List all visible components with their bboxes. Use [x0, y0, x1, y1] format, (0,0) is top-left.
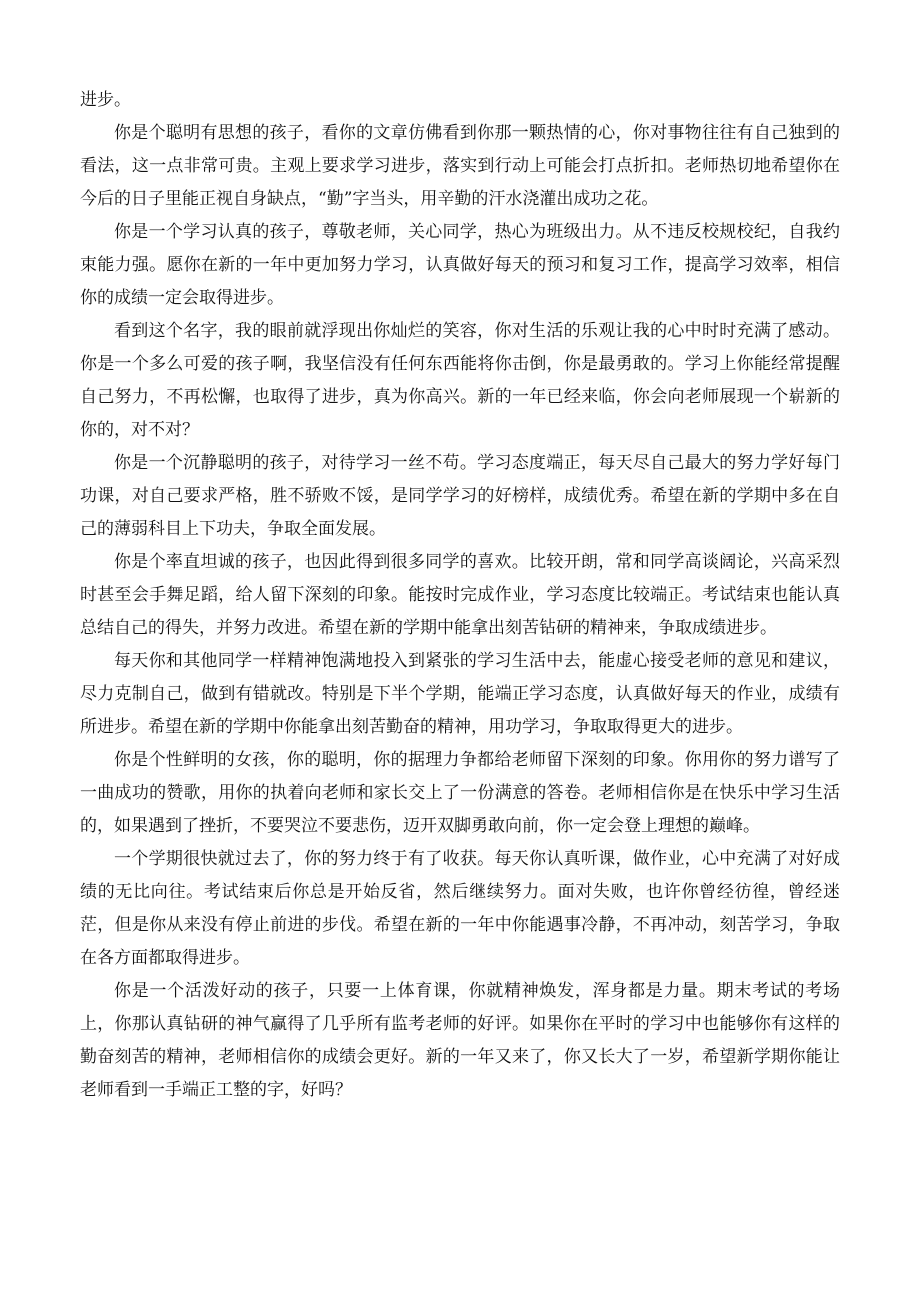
comment-paragraph: 你是个聪明有思想的孩子，看你的文章仿佛看到你那一颗热情的心，你对事物往往有自己独到的看法，这一点非常可贵。主观上要求学习进步，落实到行动上可能会打点折扣。老师热切地希望你在今后的日子里能正视自身缺点，“勤”字当头，用辛勤的汗水浇灌出成功之花。 [80, 123, 840, 209]
comment-paragraph: 你是个率直坦诚的孩子，也因此得到很多同学的喜欢。比较开朗，常和同学高谈阔论，兴高采烈时甚至会手舞足蹈，给人留下深刻的印象。能按时完成作业，学习态度比较端正。考试结束也能认真总结自己的得失，并努力改进。希望在新的学期中能拿出刻苦钻研的精神来，争取成绩进步。 [80, 552, 840, 638]
comment-paragraph: 你是个性鲜明的女孩，你的聪明，你的据理力争都给老师留下深刻的印象。你用你的努力谱写了一曲成功的赞歌，用你的执着向老师和家长交上了一份满意的答卷。老师相信你是在快乐中学习生活的，如果遇到了挫折，不要哭泣不要悲伤，迈开双脚勇敢向前，你一定会登上理想的巅峰。 [80, 750, 840, 836]
comment-paragraph: 你是一个活泼好动的孩子，只要一上体育课，你就精神焕发，浑身都是力量。期末考试的考场上，你那认真钻研的神气赢得了几乎所有监考老师的好评。如果你在平时的学习中也能够你有这样的勤奋刻苦的精神，老师相信你的成绩会更好。新的一年又来了，你又长大了一岁，希望新学期你能让老师看到一手端正工整的字，好吗？ [80, 981, 840, 1100]
comment-paragraph: 一个学期很快就过去了，你的努力终于有了收获。每天你认真听课，做作业，心中充满了对好成绩的无比向往。考试结束后你总是开始反省，然后继续努力。面对失败，也许你曾经彷徨，曾经迷茫，但是你从来没有停止前进的步伐。希望在新的一年中你能遇事冷静，不再冲动，刻苦学习，争取在各方面都取得进步。 [80, 849, 840, 968]
comment-paragraph: 你是一个沉静聪明的孩子，对待学习一丝不苟。学习态度端正，每天尽自己最大的努力学好每门功课，对自己要求严格，胜不骄败不馁，是同学学习的好榜样，成绩优秀。希望在新的学期中多在自己的薄弱科目上下功夫，争取全面发展。 [80, 453, 840, 539]
comment-paragraph: 看到这个名字，我的眼前就浮现出你灿烂的笑容，你对生活的乐观让我的心中时时充满了感动。你是一个多么可爱的孩子啊，我坚信没有任何东西能将你击倒，你是最勇敢的。学习上你能经常提醒自己努力，不再松懈，也取得了进步，真为你高兴。新的一年已经来临，你会向老师展现一个崭新的你的，对不对？ [80, 321, 840, 440]
document-page [80, 84, 840, 1107]
comment-paragraph: 每天你和其他同学一样精神饱满地投入到紧张的学习生活中去，能虚心接受老师的意见和建议，尽力克制自己，做到有错就改。特别是下半个学期，能端正学习态度，认真做好每天的作业，成绩有所进步。希望在新的学期中你能拿出刻苦勤奋的精神，用功学习，争取取得更大的进步。 [80, 651, 840, 737]
comment-paragraph: 你是一个学习认真的孩子，尊敬老师，关心同学，热心为班级出力。从不违反校规校纪，自我约束能力强。愿你在新的一年中更加努力学习，认真做好每天的预习和复习工作，提高学习效率，相信你的成绩一定会取得进步。 [80, 222, 840, 308]
paragraph-continuation: 进步。 [80, 90, 131, 110]
